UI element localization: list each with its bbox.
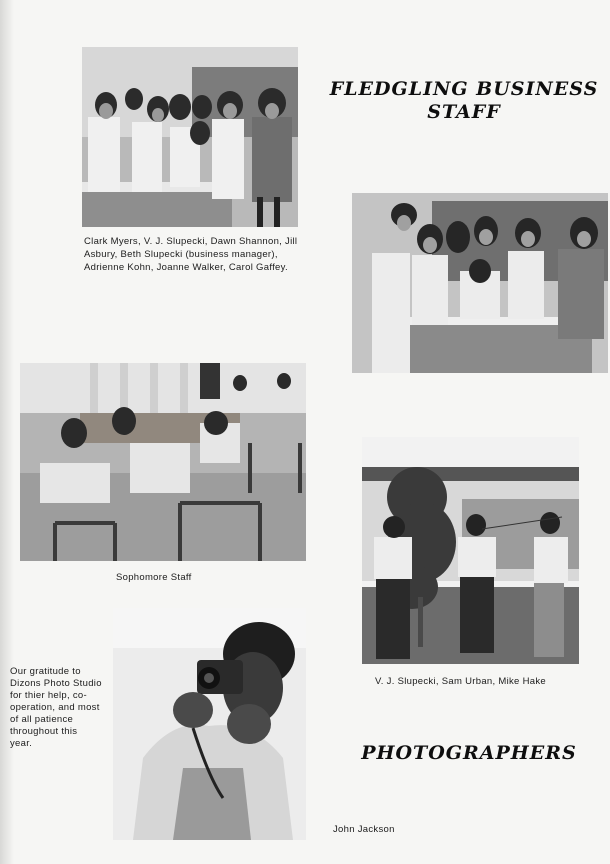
john-jackson-portrait-photo (113, 608, 306, 840)
gratitude-note: Our gratitude to Dizons Photo Studio for thier help, co-operation, and most of all patience throughout this year. (10, 666, 102, 749)
sophomore-staff-caption: Sophomore Staff (116, 572, 192, 583)
photographers-caption: V. J. Slupecki, Sam Urban, Mike Hake (375, 676, 546, 687)
photographers-group-photo (362, 437, 579, 664)
business-staff-caption: Clark Myers, V. J. Slupecki, Dawn Shannon, Jill Asbury, Beth Slupecki (business manager), Adrienne Kohn, Joanne Walker, Carol Gaffey. (84, 236, 298, 273)
business-staff-heading: FLEDGLING BUSINESS STAFF (329, 78, 599, 123)
photographers-heading: PHOTOGRAPHERS (361, 742, 577, 764)
portrait-caption: John Jackson (333, 824, 395, 835)
business-staff-group-photo (82, 47, 298, 227)
business-staff-second-photo (352, 193, 608, 373)
sophomore-staff-photo (20, 363, 306, 561)
